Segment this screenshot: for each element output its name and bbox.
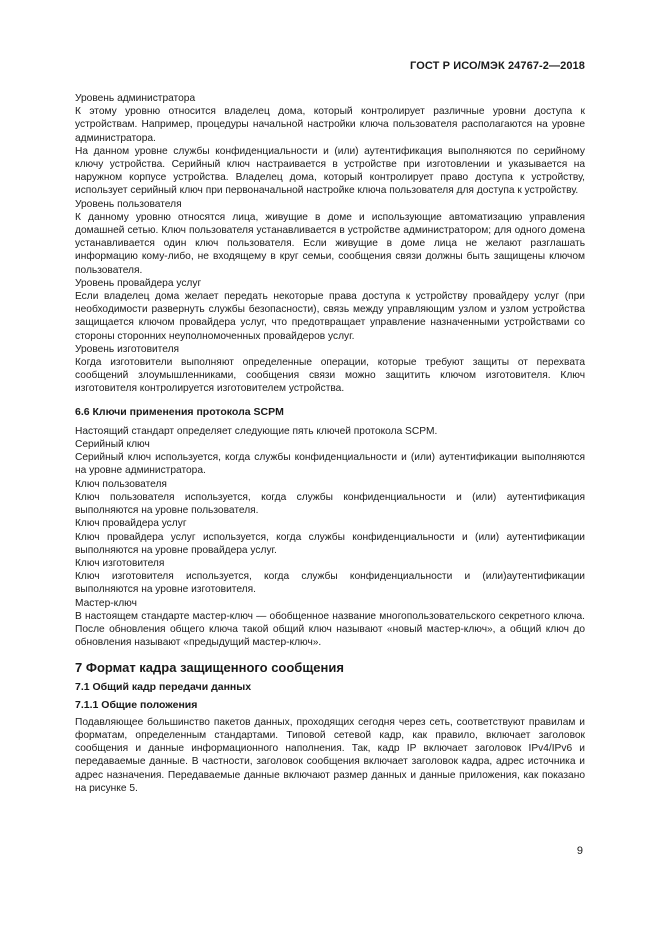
paragraph-admin-1 <box>75 105 585 145</box>
key-label-maker: Ключ изготовителя <box>75 557 165 569</box>
paragraph-text: На данном уровне службы конфиденциальности и (или) аутентификация выполняются по серийному ключу устройства. Серийный ключ настраивается в устройстве при изготовлении и указывается на наружном корпусе устройства. Владелец дома, который контролирует право доступа к устройству, использует серийный ключ при первоначальной настройке ключа пользователя для доступа к устройству. <box>75 145 585 197</box>
paragraph-text: Если владелец дома желает передать некоторые права доступа к устройству провайдеру услуг (при необходимости развернуть службы безопасности), связь между управляющим узлом и узлом устройства защищается ключом провайдера услуг, что предотвращает управление назначенными устройствами со стороны сторонних неуполномоченных провайдеров услуг. <box>75 291 585 342</box>
heading-7-1: 7.1 Общий кадр передачи данных <box>75 681 252 694</box>
paragraph-admin-2 <box>75 145 585 198</box>
key-label-master: Мастер-ключ <box>75 597 137 609</box>
paragraph-provider-key: Ключ провайдера услуг используется, когда службы конфиденциальности и (или) аутентификации выполняются на уровне провайдера услуг. <box>75 531 585 556</box>
paragraph-scpm-intro: Настоящий стандарт определяет следующие пять ключей протокола SCPM. <box>75 425 438 437</box>
key-label-user: Ключ пользователя <box>75 478 167 490</box>
heading-7: 7 Формат кадра защищенного сообщения <box>75 660 344 676</box>
paragraph-provider-1 <box>75 290 585 343</box>
section-label-maker: Уровень изготовителя <box>75 343 180 355</box>
heading-6-6: 6.6 Ключи применения протокола SCPM <box>75 405 284 418</box>
section-label-user: Уровень пользователя <box>75 198 182 210</box>
paragraph-text: К этому уровню относится владелец дома, который контролирует различные уровни доступа к устройствам. Например, процедуры начальной настройки ключа пользователя располагаются на уровне администратора. <box>75 106 585 144</box>
paragraph-text: К данному уровню относятся лица, живущие в доме и использующие автоматизацию управления домашней сетью. Ключ пользователя устанавливается в устройстве администратором; для одного домена устанавливается один ключ пользователя. Если живущие в доме лица не желают разглашать информацию кому-либо, не входящему в круг семьи, сообщения связи должны быть защищены ключом пользователя. <box>75 211 585 276</box>
heading-7-1-1: 7.1.1 Общие положения <box>75 698 198 711</box>
paragraph-maker-1 <box>75 356 585 396</box>
page-number: 9 <box>576 845 583 857</box>
paragraph-general: Подавляющее большинство пакетов данных, проходящих сегодня через сеть, соответствуют правилам и форматам, определенным стандартами. Типовой сетевой кадр, как правило, включает заголовок сообщения и данные информационного наполнения. Так, кадр IP включает заголовок IPv4/IPv6 и передаваемые данные. В частности, заголовок сообщения включает заголовок кадра, адрес источника и адрес назначения. Передаваемые данные включают размер данных и данные приложения, как показано на рисунке 5. <box>75 716 585 794</box>
paragraph-user-key: Ключ пользователя используется, когда службы конфиденциальности и (или) аутентификация выполняются на уровне пользователя. <box>75 491 585 517</box>
paragraph-text: Когда изготовители выполняют определенные операции, которые требуют защиты от перехвата сообщений злоумышленниками, сообщения связи можно защитить ключом изготовителя. Ключ изготовителя контролируется изготовителем устройства. <box>75 357 585 395</box>
key-label-serial: Серийный ключ <box>75 439 150 451</box>
standard-header: ГОСТ Р ИСО/МЭК 24767-2—2018 <box>410 60 585 72</box>
paragraph-master-key: В настоящем стандарте мастер-ключ — обобщенное название многопользовательского секретного ключа. После обновления общего ключа такой общий ключ называют «новый мастер-ключ», а общий ключ до обновления называют «предыдущий мастер-ключ». <box>75 610 585 649</box>
paragraph-user-1 <box>75 211 585 277</box>
section-label-admin: Уровень администратора <box>75 93 196 104</box>
section-label-provider: Уровень провайдера услуг <box>75 277 202 289</box>
document-body <box>75 92 585 795</box>
paragraph-serial-key: Серийный ключ используется, когда службы конфиденциальности и (или) аутентификации выполняются на уровне администратора. <box>75 452 585 477</box>
key-label-provider: Ключ провайдера услуг <box>75 518 187 530</box>
paragraph-maker-key: Ключ изготовителя используется, когда службы конфиденциальности и (или)аутентификации выполняются на уровне изготовителя. <box>75 571 585 596</box>
